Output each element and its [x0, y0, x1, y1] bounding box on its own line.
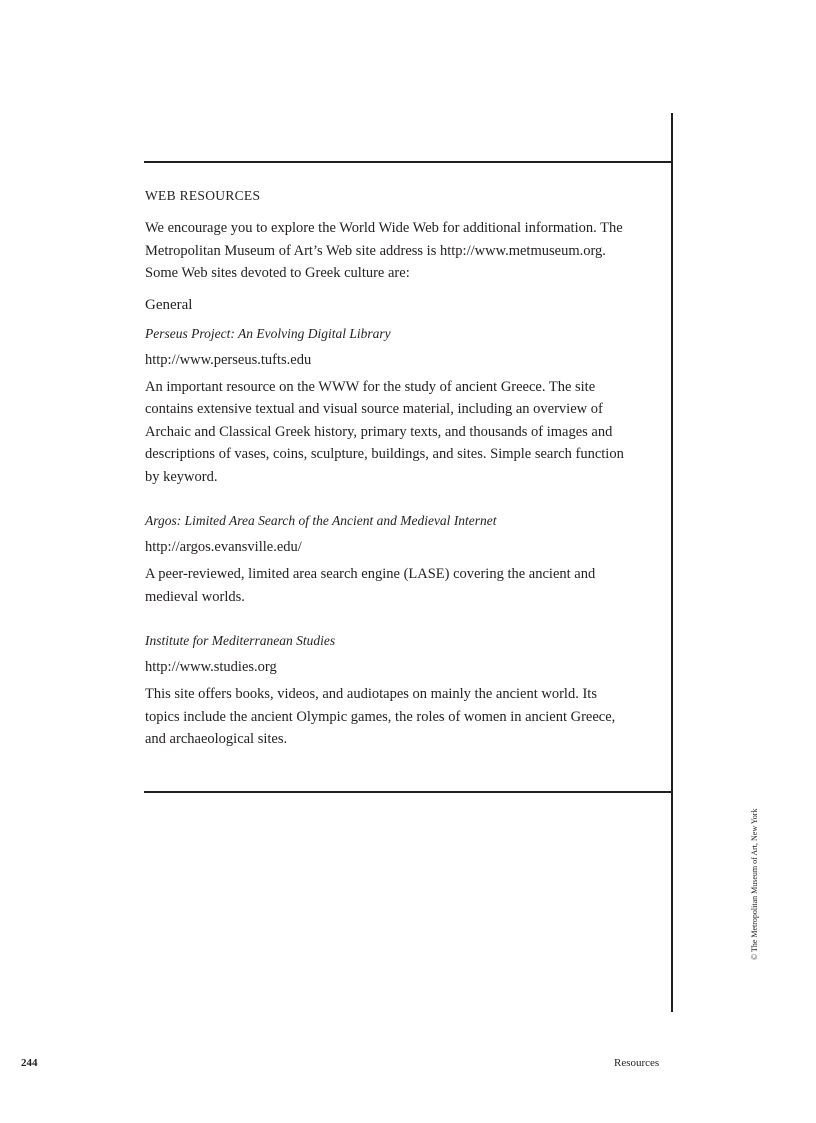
section-title: WEB RESOURCES — [145, 188, 261, 203]
vertical-rule — [671, 113, 673, 1012]
entry-title: Institute for Mediterranean Studies — [145, 633, 336, 648]
page-number: 244 — [21, 1057, 38, 1069]
web-resources-section — [145, 187, 625, 774]
entry-url-link[interactable]: http://argos.evansville.edu/ — [145, 539, 302, 555]
intro-paragraph: We encourage you to explore the World Wide Web for additional information. The Metropolitan Museum of Art’s Web site address is http://www.metmuseum.org. Some Web sites devoted to Greek culture are: — [145, 220, 623, 281]
footer-section-label: Resources — [614, 1057, 660, 1069]
copyright-credit: © The Metropolitan Museum of Art, New York — [750, 808, 759, 960]
entry-url-link[interactable]: http://www.perseus.tufts.edu — [145, 351, 312, 368]
subheading-general: General — [145, 296, 193, 313]
entry-description: A peer-reviewed, limited area search engine (LASE) covering the ancient and medieval worlds. — [145, 566, 596, 605]
top-divider — [144, 161, 672, 163]
entry-description: This site offers books, videos, and audiotapes on mainly the ancient world. Its topics include the ancient Olympic games, the roles of women in ancient Greece, and archaeological sites. — [145, 686, 616, 747]
entry-title: Argos: Limited Area Search of the Ancient and Medieval Internet — [145, 513, 497, 528]
resource-entry — [145, 631, 625, 751]
resource-entry — [145, 511, 625, 608]
resource-entry — [145, 324, 625, 489]
entry-title: Perseus Project: An Evolving Digital Library — [145, 325, 391, 341]
entry-url-link[interactable]: http://www.studies.org — [145, 659, 277, 675]
bottom-divider — [144, 791, 672, 793]
entry-description: An important resource on the WWW for the study of ancient Greece. The site contains extensive textual and visual source material, including an overview of Archaic and Classical Greek history, primary texts, and thousands of images and descriptions of vases, coins, sculpture, buildings, and sites. Simple search function by keyword. — [145, 378, 624, 485]
